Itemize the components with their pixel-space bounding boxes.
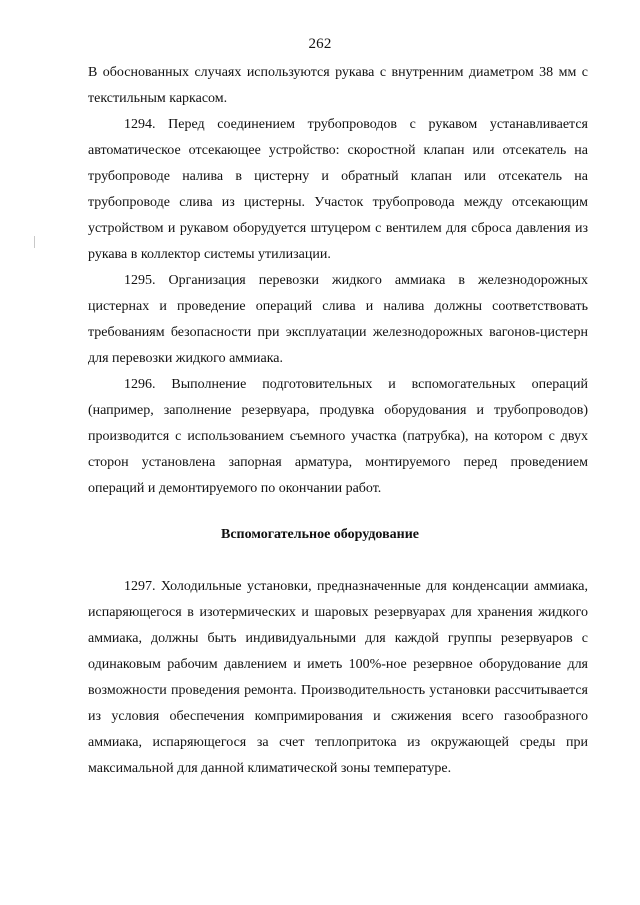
paragraph-1295: 1295. Организация перевозки жидкого аммиака в железнодорожных цистернах и проведение операций слива и налива должны соответствовать требованиям безопасности при эксплуатации железнодорожных вагонов-цистерн для перевозки жидкого аммиака.	[88, 273, 588, 366]
paragraph-1294: 1294. Перед соединением трубопроводов с рукавом устанавливается автоматическое отсекающее устройство: скоростной клапан или отсекатель на трубопроводе налива в цистерну и обратный клапан или отсекатель на трубопроводе слива из цистерны. Участок трубопровода между отсекающим устройством и рукавом оборудуется штуцером с вентилем для сброса давления из рукава в коллектор системы утилизации.	[88, 117, 588, 262]
paragraph-continuation: В обоснованных случаях используются рукава с внутренним диаметром 38 мм с текстильным каркасом.	[88, 65, 588, 106]
section-heading: Вспомогательное оборудование	[220, 527, 419, 542]
page-number: 262	[308, 36, 332, 52]
paragraph-1297: 1297. Холодильные установки, предназначенные для конденсации аммиака, испаряющегося в изотермических и шаровых резервуарах для хранения жидкого аммиака, должны быть индивидуальными для каждой группы резервуаров с одинаковым рабочим давлением и иметь 100%-ное резервное оборудование для возможности проведения ремонта. Производительность установки рассчитывается из условия обеспечения компримирования и сжижения всего газообразного аммиака, испаряющегося за счет теплопритока из окружающей среды при максимальной для данной климатической зоны температуре.	[88, 579, 588, 776]
section-body	[88, 574, 588, 782]
scan-margin-mark	[34, 236, 35, 248]
document-body	[88, 60, 588, 502]
paragraph-1296: 1296. Выполнение подготовительных и вспомогательных операций (например, заполнение резервуара, продувка оборудования и трубопроводов) производится с использованием съемного участка (патрубка), на котором с двух сторон установлена запорная арматура, монтируемого перед проведением операций и демонтируемого по окончании работ.	[88, 377, 588, 496]
